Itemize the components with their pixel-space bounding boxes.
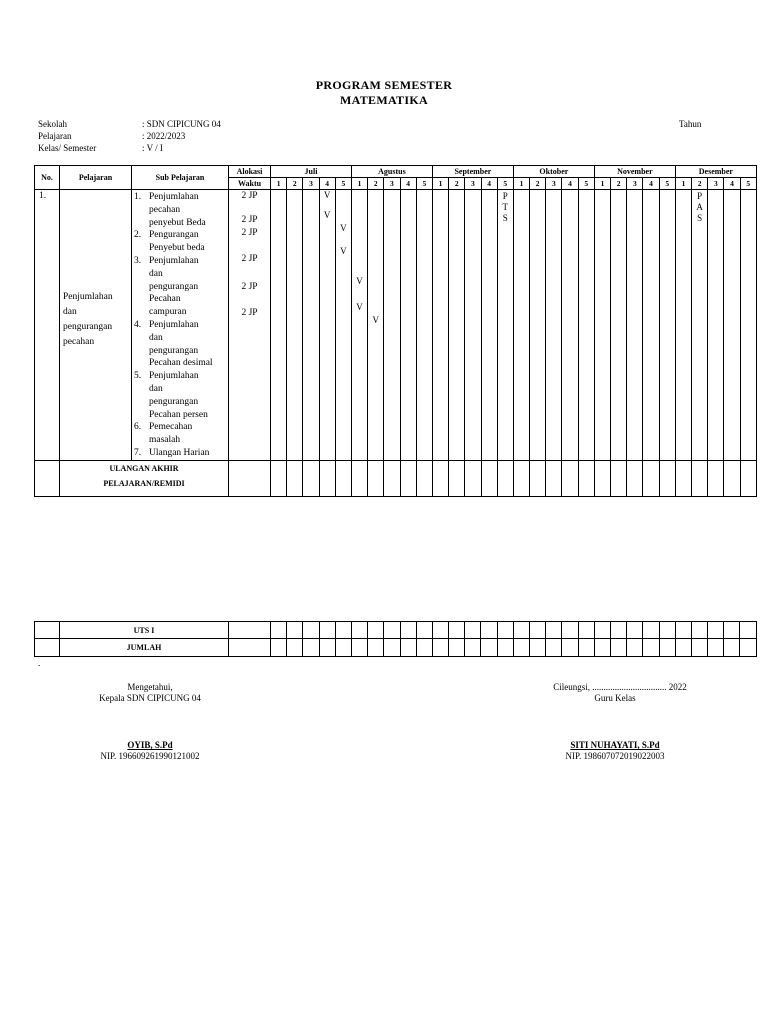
- week-cell: [594, 460, 610, 496]
- pelajaran-line: pecahan: [63, 337, 95, 347]
- sign-right-line1: Cileungsi, ................................. 2022: [553, 682, 687, 692]
- alokasi-jp: 2 JP: [241, 191, 258, 201]
- week-header-4-4: 4: [562, 178, 578, 190]
- week-cell: [319, 460, 335, 496]
- week-cell: [465, 622, 481, 639]
- uas-line-1: ULANGAN AKHIR: [109, 463, 179, 473]
- week-cell: [530, 622, 546, 639]
- sub-item-line: Pecahan: [149, 294, 181, 305]
- sub-item-number: 1.: [134, 192, 142, 202]
- week-cell: [400, 190, 416, 461]
- week-cell: [271, 622, 287, 639]
- sub-item-line: dan: [149, 268, 163, 279]
- pas-letter: S: [697, 213, 703, 223]
- week-cell: [271, 190, 287, 461]
- week-cell: [497, 190, 513, 461]
- sign-left-nip: NIP. 196609261990121002: [100, 751, 200, 761]
- checkmark-v: V: [340, 246, 347, 256]
- week-cell: [724, 460, 740, 496]
- uts-alokasi-cell: [229, 622, 271, 639]
- week-cell: [384, 622, 400, 639]
- week-cell: [449, 190, 465, 461]
- month-agustus: Agustus: [351, 166, 432, 178]
- week-cell: [530, 639, 546, 657]
- week-cell: [708, 639, 724, 657]
- alokasi-jp: 2 JP: [241, 254, 258, 264]
- week-cell: [643, 190, 659, 461]
- week-cell: [287, 460, 303, 496]
- week-cell: [643, 622, 659, 639]
- pelajaran-line: pengurangan: [63, 322, 113, 332]
- week-cell: [659, 190, 675, 461]
- sub-pelajaran-item: [132, 370, 228, 421]
- week-header-4-2: 2: [530, 178, 546, 190]
- header-sub-pelajaran: Sub Pelajaran: [132, 166, 229, 190]
- checkmark-v: V: [340, 223, 347, 233]
- week-cell: [675, 622, 691, 639]
- week-cell: [659, 622, 675, 639]
- sub-item-line: Pengurangan: [149, 230, 199, 241]
- week-cell: [449, 460, 465, 496]
- week-cell: [432, 622, 448, 639]
- week-cell: [335, 190, 351, 461]
- week-cell: [546, 190, 562, 461]
- sekolah-label: Sekolah: [38, 119, 67, 129]
- uts-no-cell: [35, 622, 60, 639]
- week-cell: [384, 639, 400, 657]
- sekolah-value: : SDN CIPICUNG 04: [142, 119, 221, 129]
- sub-item-line: Penyebut beda: [149, 243, 205, 254]
- week-cell: [400, 622, 416, 639]
- pelajaran-line: dan: [63, 307, 77, 317]
- sub-item-line: Penjumlahan: [149, 319, 199, 330]
- checkmark-v: V: [356, 276, 363, 286]
- week-cell: [335, 622, 351, 639]
- sub-item-number: 3.: [134, 255, 142, 266]
- sub-item-number: 7.: [134, 447, 142, 458]
- week-header-4-1: 1: [513, 178, 529, 190]
- month-juli: Juli: [271, 166, 352, 178]
- pelajaran-value: : 2022/2023: [142, 131, 186, 141]
- sub-item-line: Pemecahan: [149, 422, 193, 433]
- week-cell: [546, 622, 562, 639]
- week-cell: [675, 460, 691, 496]
- kelas-value: : V / I: [142, 143, 163, 153]
- week-cell: [562, 460, 578, 496]
- week-cell: [578, 190, 594, 461]
- month-desember: Desember: [675, 166, 756, 178]
- uas-alokasi-cell: [229, 460, 271, 496]
- sub-item-line: penyebut Beda: [149, 217, 206, 228]
- week-cell: [400, 460, 416, 496]
- alokasi-jp: 2 JP: [241, 308, 258, 318]
- week-cell: [497, 639, 513, 657]
- week-cell: [465, 460, 481, 496]
- sub-pelajaran-item: [132, 319, 228, 370]
- sub-item-number: 6.: [134, 422, 142, 433]
- week-cell: [691, 622, 707, 639]
- week-cell: [351, 622, 367, 639]
- week-cell: [659, 460, 675, 496]
- sub-item-line: Pecahan persen: [149, 409, 208, 420]
- week-cell: [724, 622, 740, 639]
- week-cell: [465, 639, 481, 657]
- sub-item-line: pengurangan: [149, 345, 199, 356]
- sign-right-line2: Guru Kelas: [594, 693, 636, 703]
- sub-item-line: Ulangan Harian: [149, 447, 210, 458]
- week-cell: [351, 639, 367, 657]
- sub-item-line: pecahan: [149, 204, 181, 215]
- week-header-3-1: 1: [432, 178, 448, 190]
- week-cell: [303, 190, 319, 461]
- week-cell: [659, 639, 675, 657]
- header-alokasi: Alokasi: [229, 166, 271, 178]
- week-cell: [513, 639, 529, 657]
- pts-letter: S: [502, 213, 508, 223]
- week-cell: [449, 622, 465, 639]
- week-header-5-4: 4: [643, 178, 659, 190]
- week-header-6-3: 3: [708, 178, 724, 190]
- week-cell: [708, 460, 724, 496]
- alokasi-jp: 2 JP: [241, 282, 258, 292]
- month-september: September: [432, 166, 513, 178]
- week-cell: [271, 639, 287, 657]
- week-header-5-5: 5: [659, 178, 675, 190]
- week-header-6-1: 1: [675, 178, 691, 190]
- week-cell: [627, 460, 643, 496]
- week-cell: [303, 622, 319, 639]
- week-cell: [432, 639, 448, 657]
- uas-no-cell: [35, 460, 60, 496]
- week-cell: [481, 190, 497, 461]
- week-header-3-5: 5: [497, 178, 513, 190]
- pelajaran-cell: [60, 190, 132, 461]
- week-cell: [740, 190, 756, 461]
- sub-pelajaran-cell: [132, 190, 229, 461]
- week-cell: [708, 622, 724, 639]
- week-cell: [351, 190, 367, 461]
- sub-item-number: 5.: [134, 371, 142, 382]
- week-cell: [627, 190, 643, 461]
- checkmark-v: V: [323, 210, 331, 220]
- week-cell: [287, 639, 303, 657]
- week-cell: [432, 460, 448, 496]
- week-cell: [335, 639, 351, 657]
- sub-pelajaran-item: [132, 229, 228, 255]
- week-cell: [643, 460, 659, 496]
- week-cell: [481, 622, 497, 639]
- week-cell: [303, 639, 319, 657]
- week-header-2-5: 5: [416, 178, 432, 190]
- week-header-5-3: 3: [627, 178, 643, 190]
- pts-letter: P: [502, 191, 508, 201]
- week-cell: [416, 639, 432, 657]
- week-cell: [740, 622, 756, 639]
- week-cell: [271, 460, 287, 496]
- week-cell: [578, 622, 594, 639]
- sub-pelajaran-item: [132, 421, 228, 447]
- week-header-3-4: 4: [481, 178, 497, 190]
- week-cell: [449, 639, 465, 657]
- sign-left-line1: Mengetahui,: [127, 682, 173, 692]
- document-subtitle: MATEMATIKA: [340, 93, 428, 107]
- week-cell: [368, 639, 384, 657]
- week-cell: [319, 622, 335, 639]
- sub-item-line: Penjumlahan: [149, 192, 199, 202]
- alokasi-jp: 2 JP: [241, 215, 258, 225]
- week-cell: [416, 190, 432, 461]
- week-header-1-3: 3: [303, 178, 319, 190]
- week-cell: [513, 190, 529, 461]
- week-cell: [513, 460, 529, 496]
- week-cell: [546, 639, 562, 657]
- week-header-6-2: 2: [692, 178, 708, 190]
- week-cell: [562, 190, 578, 461]
- week-cell: [562, 622, 578, 639]
- week-header-3-2: 2: [449, 178, 465, 190]
- uts-table: [34, 621, 757, 657]
- week-cell: [432, 190, 448, 461]
- week-header-1-1: 1: [271, 178, 287, 190]
- header-waktu: Waktu: [229, 178, 271, 190]
- week-header-2-2: 2: [368, 178, 384, 190]
- month-november: November: [594, 166, 675, 178]
- jumlah-no-cell: [35, 639, 60, 657]
- week-cell: [481, 460, 497, 496]
- week-cell: [287, 622, 303, 639]
- week-cell: [287, 190, 303, 461]
- week-cell: [513, 622, 529, 639]
- week-cell: [610, 622, 626, 639]
- week-cell: [368, 460, 384, 496]
- alokasi-jp: 2 JP: [241, 228, 258, 238]
- week-cell: [578, 460, 594, 496]
- month-oktober: Oktober: [513, 166, 594, 178]
- alokasi-cell: [229, 190, 271, 461]
- week-cell: [675, 639, 691, 657]
- week-cell: [675, 190, 691, 461]
- week-cell: [335, 460, 351, 496]
- program-table: [34, 165, 757, 497]
- sign-left-name: OYIB, S.Pd: [127, 740, 173, 750]
- week-cell: [692, 190, 708, 461]
- row-number: 1.: [35, 190, 60, 461]
- week-header-2-3: 3: [384, 178, 400, 190]
- week-cell: [319, 639, 335, 657]
- week-cell: [368, 622, 384, 639]
- checkmark-v: V: [323, 190, 331, 200]
- sign-right-nip: NIP. 198607072019022003: [565, 751, 665, 761]
- sub-item-line: campuran: [149, 307, 187, 318]
- week-header-1-2: 2: [287, 178, 303, 190]
- week-cell: [692, 460, 708, 496]
- sub-item-line: dan: [149, 332, 163, 343]
- jumlah-alokasi-cell: [229, 639, 271, 657]
- week-cell: [578, 639, 594, 657]
- week-cell: [530, 190, 546, 461]
- sign-left-line2: Kepala SDN CIPICUNG 04: [99, 693, 201, 703]
- week-cell: [724, 639, 740, 657]
- week-header-5-2: 2: [611, 178, 627, 190]
- week-cell: [416, 460, 432, 496]
- week-cell: [497, 622, 513, 639]
- checkmark-v: V: [372, 315, 379, 325]
- uts-label: UTS I: [60, 622, 229, 639]
- week-header-6-4: 4: [724, 178, 740, 190]
- sub-item-line: Pecahan desimal: [149, 358, 213, 369]
- week-cell: [497, 460, 513, 496]
- week-cell: [384, 460, 400, 496]
- sub-item-line: pengurangan: [149, 281, 199, 292]
- week-header-4-5: 5: [578, 178, 594, 190]
- week-header-3-3: 3: [465, 178, 481, 190]
- week-cell: [351, 460, 367, 496]
- sub-item-line: Penjumlahan: [149, 371, 199, 382]
- week-header-2-4: 4: [400, 178, 416, 190]
- checkmark-v: V: [356, 302, 363, 312]
- week-cell: [562, 639, 578, 657]
- week-cell: [384, 190, 400, 461]
- uas-line-2: PELAJARAN/REMIDI: [103, 478, 185, 488]
- week-cell: [611, 190, 627, 461]
- week-cell: [481, 639, 497, 657]
- uas-label-cell: [60, 460, 229, 496]
- pelajaran-line: Penjumlahan: [63, 292, 113, 302]
- week-cell: [724, 190, 740, 461]
- sub-item-line: pengurangan: [149, 396, 199, 407]
- week-cell: [708, 190, 724, 461]
- week-cell: [416, 622, 432, 639]
- week-header-5-1: 1: [594, 178, 610, 190]
- week-cell: [643, 639, 659, 657]
- week-header-1-4: 4: [319, 178, 335, 190]
- week-cell: [319, 190, 335, 461]
- week-cell: [594, 190, 610, 461]
- sub-item-line: dan: [149, 383, 163, 394]
- week-cell: [368, 190, 384, 461]
- stray-dot: .: [38, 658, 41, 668]
- week-cell: [740, 460, 756, 496]
- week-cell: [691, 639, 707, 657]
- jumlah-label: JUMLAH: [60, 639, 229, 657]
- week-header-2-1: 1: [351, 178, 367, 190]
- sign-right-name: SITI NUHAYATI, S.Pd: [570, 740, 660, 750]
- pas-letter: A: [696, 202, 703, 212]
- week-cell: [627, 622, 643, 639]
- week-cell: [465, 190, 481, 461]
- week-cell: [546, 460, 562, 496]
- sub-item-number: 4.: [134, 319, 142, 330]
- week-header-1-5: 5: [335, 178, 351, 190]
- sub-item-number: 2.: [134, 230, 142, 241]
- sub-pelajaran-item: [132, 191, 228, 229]
- week-header-4-3: 3: [546, 178, 562, 190]
- pelajaran-label: Pelajaran: [38, 131, 72, 141]
- sub-item-line: Penjumlahan: [149, 255, 199, 266]
- week-header-6-5: 5: [740, 178, 756, 190]
- week-cell: [594, 639, 610, 657]
- header-pelajaran: Pelajaran: [60, 166, 132, 190]
- sub-pelajaran-item: [132, 255, 228, 319]
- tahun-label: Tahun: [679, 119, 702, 129]
- week-cell: [627, 639, 643, 657]
- week-cell: [530, 460, 546, 496]
- pas-letter: P: [697, 191, 703, 201]
- week-cell: [400, 639, 416, 657]
- document-title: PROGRAM SEMESTER: [315, 78, 453, 92]
- pts-letter: T: [502, 202, 509, 212]
- header-no: No.: [35, 166, 60, 190]
- kelas-label: Kelas/ Semester: [38, 143, 97, 153]
- week-cell: [740, 639, 756, 657]
- week-cell: [610, 639, 626, 657]
- week-cell: [594, 622, 610, 639]
- sub-pelajaran-item: [132, 447, 228, 460]
- week-cell: [611, 460, 627, 496]
- week-cell: [303, 460, 319, 496]
- sub-item-line: masalah: [149, 435, 181, 446]
